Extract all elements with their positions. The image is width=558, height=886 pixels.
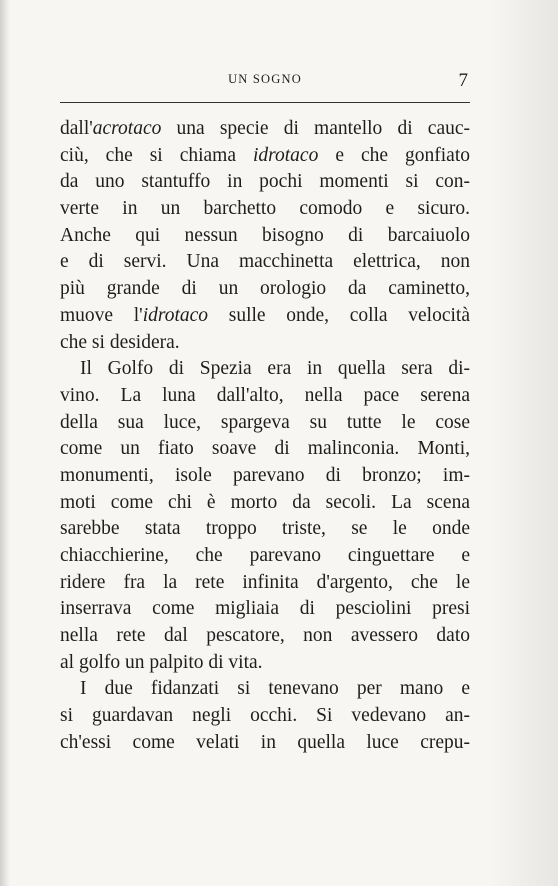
text-line: Anche qui nessun bisogno di barcaiuolo — [60, 224, 470, 246]
text-line: si guardavan negli occhi. Si vedevano an- — [60, 705, 470, 727]
page-header — [60, 70, 470, 96]
running-title: UN SOGNO — [228, 72, 302, 86]
text-line: e di servi. Una macchinetta elettrica, non — [60, 251, 470, 273]
text-line: ridere fra la rete infinita d'argento, che le — [60, 571, 470, 593]
header-rule — [60, 102, 470, 103]
text-line: verte in un barchetto comodo e sicuro. — [60, 198, 470, 220]
text-line: monumenti, isole parevano di bronzo; im- — [60, 464, 470, 486]
italic-term: acrotaco — [92, 118, 162, 139]
text-line: nella rete dal pescatore, non avessero dato — [60, 625, 470, 647]
text-line: che si desidera. — [60, 331, 180, 353]
text-line: più grande di un orologio da caminetto, — [60, 278, 470, 300]
italic-term: idrotaco — [252, 144, 319, 166]
text-line: dall'acrotaco una specie di mantello di cauc- — [60, 118, 470, 139]
text-line: della sua luce, spargeva su tutte le cose — [60, 411, 470, 433]
text-line: ciù, che si chiama idrotaco e che gonfiato — [60, 144, 470, 166]
text-line: vino. La luna dall'alto, nella pace serena — [60, 384, 470, 406]
text-line: sarebbe stata troppo triste, se le onde — [60, 518, 470, 540]
text-line: Il Golfo di Spezia era in quella sera di- — [80, 358, 470, 380]
page-gutter-shadow — [0, 0, 10, 886]
page-number: 7 — [458, 70, 468, 91]
page-edge-shadow — [488, 0, 558, 886]
italic-term: idrotaco — [142, 304, 209, 326]
text-line: chiacchierine, che parevano cinguettare e — [60, 545, 470, 566]
text-line: ch'essi come velati in quella luce crepu- — [60, 731, 470, 753]
text-line: come un fiato soave di malinconia. Monti, — [60, 438, 470, 460]
text-line: moti come chi è morto da secoli. La scena — [60, 491, 470, 513]
text-line: muove l'idrotaco sulle onde, colla velocità — [60, 304, 470, 326]
text-line: da uno stantuffo in pochi momenti si con- — [60, 171, 470, 193]
text-line: al golfo un palpito di vita. — [60, 651, 263, 673]
text-line: I due fidanzati si tenevano per mano e — [80, 678, 470, 700]
text-line: inserrava come migliaia di pesciolini presi — [60, 598, 470, 620]
body-text — [60, 116, 470, 757]
